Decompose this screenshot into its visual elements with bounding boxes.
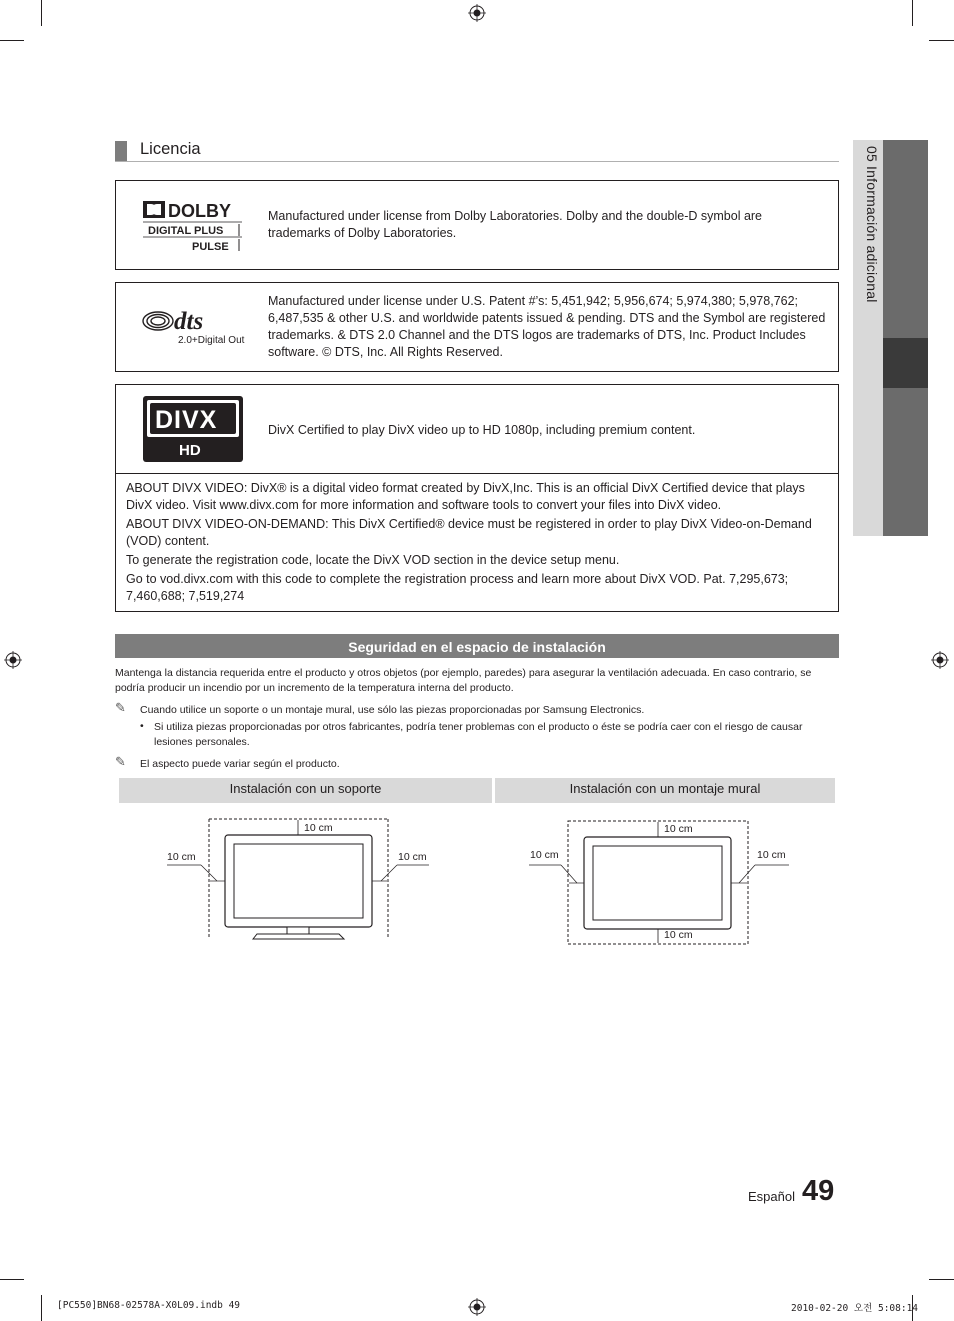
registration-mark-icon [468, 1298, 486, 1316]
footer-file-info: [PC550]BN68-02578A-X0L09.indb 49 [57, 1300, 241, 1311]
dim-label-left: 10 cm [530, 849, 559, 861]
dts-logo-sub: 2.0+Digital Out [178, 335, 245, 346]
footer-language: Español [748, 1189, 795, 1204]
crop-mark [0, 40, 24, 41]
safety-section-title: Seguridad en el espacio de instalación [115, 634, 839, 658]
dolby-logo-sub1: DIGITAL PLUS [148, 225, 224, 237]
crop-mark [0, 1279, 24, 1280]
dim-label-left: 10 cm [167, 851, 196, 863]
safety-note-2: El aspecto puede variar según el producto. [140, 758, 340, 770]
dim-label-top: 10 cm [664, 823, 693, 835]
note-pencil-icon: ✎ [115, 754, 126, 769]
divx-license-box [115, 384, 839, 612]
registration-mark-icon [931, 651, 949, 669]
side-tab-active-marker [883, 338, 928, 388]
column-header-stand: Instalación con un soporte [119, 778, 492, 803]
bullet-icon: • [140, 720, 144, 732]
crop-mark [929, 40, 954, 41]
page-number: 49 [802, 1175, 835, 1207]
wall-installation-diagram [527, 815, 792, 950]
dts-license-box [115, 282, 839, 372]
divx-about-paragraph: Go to vod.divx.com with this code to complete the registration process and learn more about DivX VOD. Pat. 7,295,673; 7,460,688; 7,519,274 [126, 572, 789, 603]
divx-logo-sub: HD [179, 442, 201, 459]
crop-mark [41, 0, 42, 26]
divx-about-paragraph: To generate the registration code, locate the DivX VOD section in the device setup menu. [126, 553, 620, 567]
crop-mark [912, 0, 913, 26]
registration-mark-icon [468, 4, 486, 22]
dolby-license-text: Manufactured under license from Dolby Laboratories. Dolby and the double-D symbol are trademarks of Dolby Laboratories. [268, 209, 763, 240]
dolby-logo-sub2: PULSE [192, 241, 229, 253]
divx-about-section [116, 473, 838, 603]
dolby-license-box [115, 180, 839, 270]
dts-logo-icon [142, 305, 246, 347]
crop-mark [41, 1295, 42, 1321]
dts-license-text: Manufactured under license under U.S. Patent #’s: 5,451,942; 5,956,674; 5,974,380; 5,978,762; 6,487,535 & other U.S. and worldwide patents issued & pending. DTS and the Symbol are registered trademarks. & DTS 2.0 Channel and the DTS logos are trademarks of DTS, Inc. Product Includes software. © DTS, Inc. All Rights Reserved. [268, 294, 826, 359]
safety-intro-text: Mantenga la distancia requerida entre el producto y otros objetos (por ejemplo, paredes) para asegurar la ventilación adecuada. En caso contrario, se podría producir un incendio por un incremento de la temperatura interna del producto. [115, 667, 812, 694]
dim-label-right: 10 cm [398, 851, 427, 863]
note-pencil-icon: ✎ [115, 700, 126, 715]
footer-date-info: 2010-02-20 오전 5:08:14 [791, 1303, 919, 1314]
divx-about-paragraph: ABOUT DIVX VIDEO-ON-DEMAND: This DivX Certified® device must be registered in order to play DivX Video-on-Demand (VOD) content. [126, 517, 812, 548]
dim-label-bottom: 10 cm [664, 929, 693, 941]
dim-label-right: 10 cm [757, 849, 786, 861]
dts-logo-text: dts [174, 308, 204, 335]
side-tab-label: 05 Información adicional [864, 146, 880, 303]
dim-label-top: 10 cm [304, 822, 333, 834]
column-header-wall: Instalación con un montaje mural [495, 778, 835, 803]
divx-about-paragraph: ABOUT DIVX VIDEO: DivX® is a digital video format created by DivX,Inc. This is an official DivX Certified device that plays DivX video. Visit www.divx.com for more information and software tools to convert your files into DivX video. [126, 481, 805, 512]
divx-logo-text: DIVX [155, 406, 218, 434]
divx-logo-icon [142, 395, 244, 463]
section-title: Licencia [140, 140, 201, 158]
dolby-logo-text: DOLBY [168, 201, 231, 221]
stand-installation-diagram [165, 815, 435, 945]
divx-license-text: DivX Certified to play DivX video up to HD 1080p, including premium content. [268, 423, 696, 437]
section-rule [115, 161, 839, 162]
safety-note-1: Cuando utilice un soporte o un montaje mural, use sólo las piezas proporcionadas por Samsung Electronics. [140, 704, 645, 716]
dolby-logo-icon [142, 199, 244, 253]
registration-mark-icon [4, 651, 22, 669]
safety-bullet-1: Si utiliza piezas proporcionadas por otros fabricantes, podría tener problemas con el producto o éste se podría caer con el riesgo de causar lesiones personales. [154, 721, 803, 748]
section-marker [115, 141, 127, 162]
crop-mark [929, 1279, 954, 1280]
